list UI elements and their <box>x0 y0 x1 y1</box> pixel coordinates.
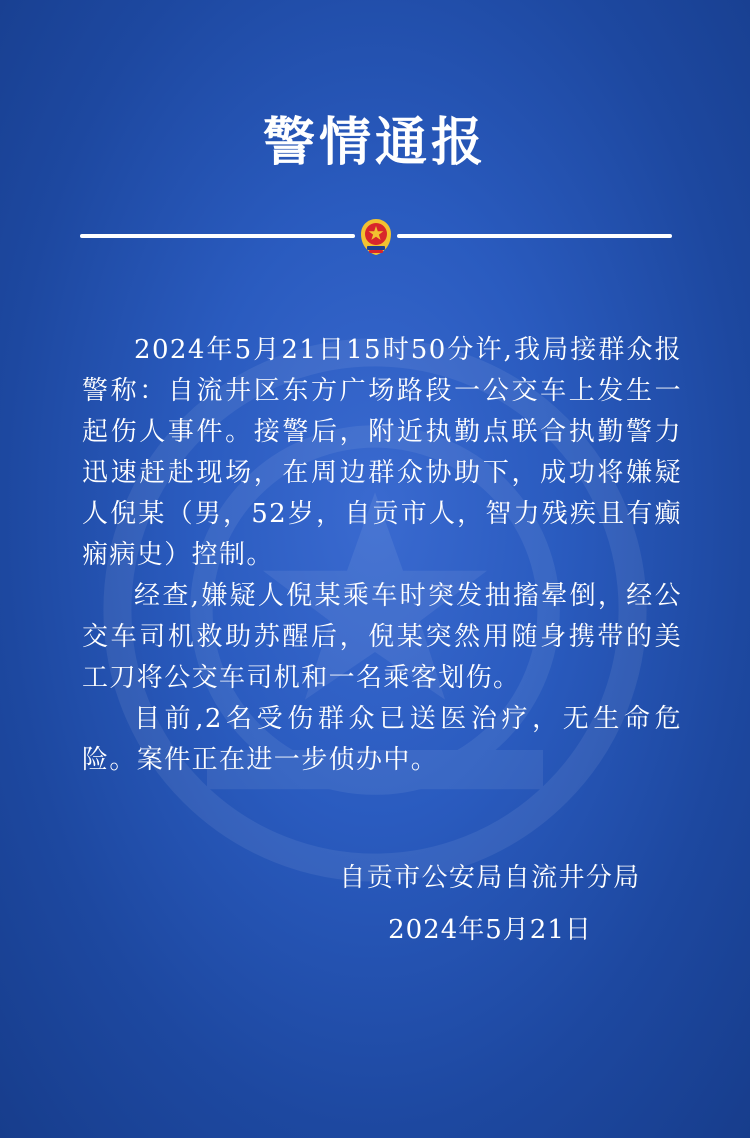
title-divider-left <box>80 234 355 238</box>
title-divider-right <box>397 234 672 238</box>
police-emblem-icon <box>358 218 394 256</box>
signature-date: 2024年5月21日 <box>388 915 592 945</box>
notice-paragraph-3: 目前,2名受伤群众已送医治疗，无生命危险。案件正在进一步侦办中。 <box>82 704 682 775</box>
notice-paragraph-1: 2024年5月21日15时50分许,我局接群众报警称：自流井区东方广场路段一公交车上发生一起伤人事件。接警后，附近执勤点联合执勤警力迅速赶赴现场，在周边群众协助下，成功将嫌疑人倪某（男，52岁，自贡市人，智力残疾且有癫痫病史）控制。 <box>82 335 682 570</box>
signature-organization: 自贡市公安局自流井分局 <box>339 863 641 893</box>
notice-paragraph-2: 经查,嫌疑人倪某乘车时突发抽搐晕倒，经公交车司机救助苏醒后，倪某突然用随身携带的美工刀将公交车司机和一名乘客划伤。 <box>82 581 682 693</box>
notice-body <box>82 330 682 781</box>
notice-title: 警情通报 <box>262 113 487 173</box>
